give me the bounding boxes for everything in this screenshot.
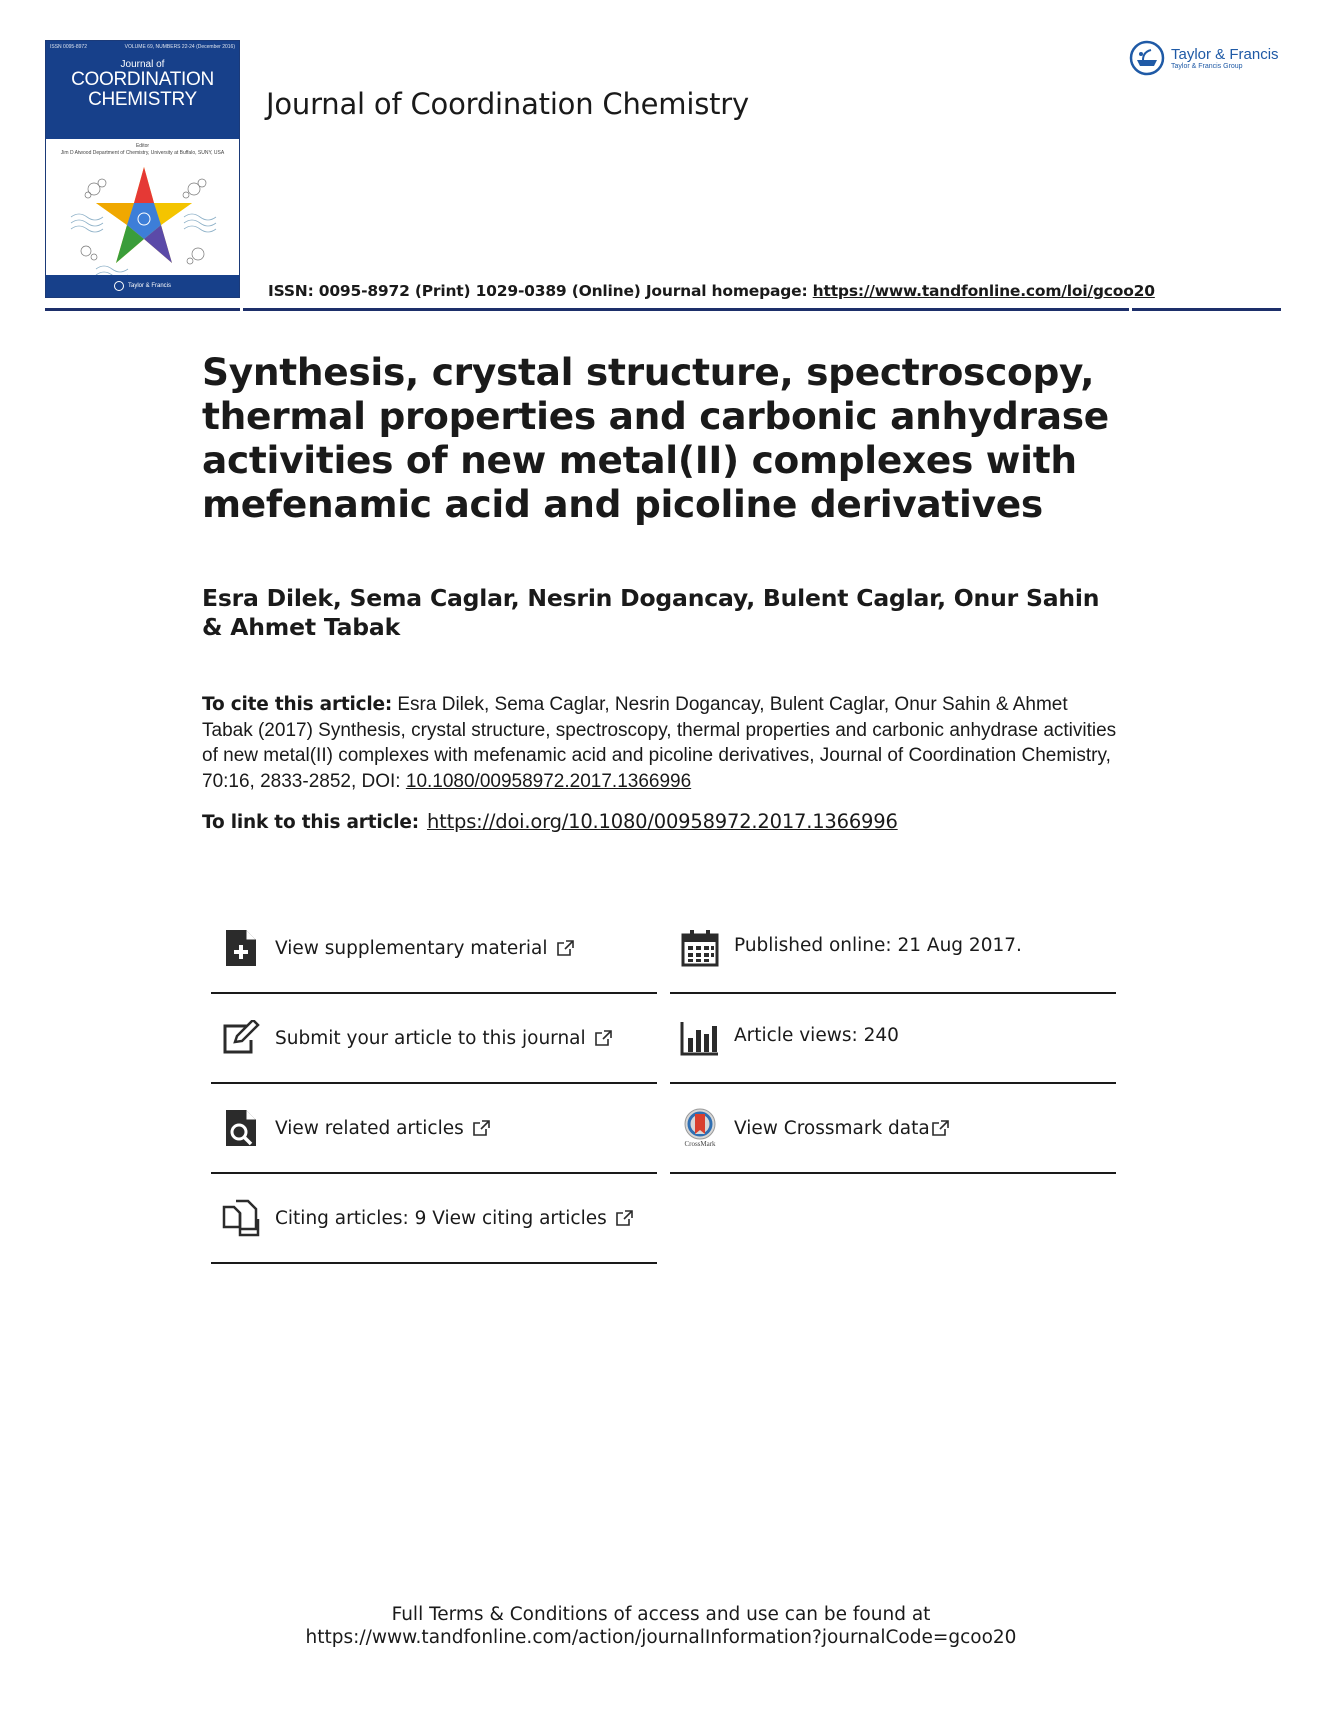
external-link-icon — [473, 1120, 490, 1137]
crossmark-caption: CrossMark — [684, 1140, 716, 1148]
search-document-icon — [221, 1108, 261, 1148]
crossmark-label: View Crossmark data — [734, 1117, 930, 1139]
documents-icon — [221, 1198, 261, 1238]
external-link-icon — [616, 1210, 633, 1227]
article-authors: Esra Dilek, Sema Caglar, Nesrin Dogancay, Bulent Caglar, Onur Sahin & Ahmet Tabak — [202, 584, 1100, 641]
tf-mini-logo-icon — [114, 281, 124, 291]
cover-footer — [46, 275, 239, 297]
article-doi-link[interactable]: https://doi.org/10.1080/00958972.2017.1366996 — [426, 810, 898, 833]
article-link-line — [202, 810, 898, 833]
tile-views — [670, 994, 1116, 1084]
supplementary-label: View supplementary material — [275, 937, 548, 959]
publisher-name: Taylor & Francis — [1171, 46, 1279, 63]
cover-editor-name: Jim D Atwood Department of Chemistry, University at Buffalo, SUNY, USA — [60, 150, 225, 156]
article-title: Synthesis, crystal structure, spectroscopy, thermal properties and carbonic anhydrase activities of new metal(II) complexes with mefenamic acid and picoline derivatives — [202, 350, 1109, 526]
footer-terms-url[interactable]: https://www.tandfonline.com/action/journalInformation?journalCode=gcoo20 — [305, 1627, 1017, 1648]
citation-block — [202, 692, 1122, 794]
external-link-icon — [932, 1120, 949, 1137]
cover-publisher: Taylor & Francis — [127, 283, 171, 289]
journal-cover — [45, 40, 240, 298]
tile-crossmark[interactable] — [670, 1084, 1116, 1174]
cover-title-line2: CHEMISTRY — [88, 89, 197, 110]
header-rule — [45, 308, 1281, 311]
footer-line1: Full Terms & Conditions of access and use can be found at — [391, 1604, 931, 1625]
tile-citing[interactable] — [211, 1174, 657, 1264]
bar-chart-icon — [680, 1018, 720, 1058]
published-date: Published online: 21 Aug 2017. — [734, 934, 1022, 956]
issn-text: ISSN: 0095-8972 (Print) 1029-0389 (Online) Journal homepage: — [268, 282, 813, 300]
calendar-icon — [680, 928, 720, 968]
external-link-icon — [557, 940, 574, 957]
issn-line — [268, 282, 1155, 300]
tile-published — [670, 904, 1116, 994]
cover-issn: ISSN 0095-8972 — [50, 44, 87, 50]
cover-star-artwork — [66, 159, 222, 284]
tile-supplementary[interactable] — [211, 904, 657, 994]
cite-text: Esra Dilek, Sema Caglar, Nesrin Dogancay, Bulent Caglar, Onur Sahin & Ahmet Tabak (2017) Synthesis, crystal structure, spectroscopy, thermal properties and carbonic anhydrase activities of new metal(II) complexes with mefenamic acid and picoline derivatives, Journal of Coordination Chemistry, 70:16, 2833-2852, DOI: — [202, 694, 1117, 792]
cite-label: To cite this article: — [202, 694, 393, 715]
views-count: Article views: 240 — [734, 1024, 899, 1046]
external-link-icon — [595, 1030, 612, 1047]
header-rule-gap — [1129, 306, 1132, 312]
citing-label: Citing articles: 9 View citing articles — [275, 1207, 607, 1229]
file-plus-icon — [221, 928, 261, 968]
related-label: View related articles — [275, 1117, 464, 1139]
crossmark-icon — [680, 1108, 720, 1148]
journal-homepage-link[interactable]: https://www.tandfonline.com/loi/gcoo20 — [812, 282, 1155, 300]
link-label: To link to this article: — [202, 812, 419, 833]
terms-footer — [0, 1603, 1322, 1649]
cover-meta — [46, 41, 239, 50]
tile-submit[interactable] — [211, 994, 657, 1084]
publisher-group: Taylor & Francis Group — [1171, 63, 1243, 70]
cover-title-line1: COORDINATION — [71, 69, 214, 90]
edit-icon — [221, 1018, 261, 1058]
cite-doi-link[interactable]: 10.1080/00958972.2017.1366996 — [405, 770, 692, 792]
taylor-francis-emblem-icon — [1129, 40, 1165, 76]
publisher-logo[interactable] — [1129, 38, 1289, 78]
tile-related[interactable] — [211, 1084, 657, 1174]
journal-title: Journal of Coordination Chemistry — [266, 87, 749, 121]
cover-journal-of: Journal of — [120, 59, 165, 70]
header-rule-gap — [240, 306, 243, 312]
cover-volume: VOLUME 69, NUMBERS 22-24 (December 2016) — [124, 44, 235, 50]
cover-band — [46, 41, 239, 139]
submit-label: Submit your article to this journal — [275, 1027, 586, 1049]
cover-editor-label: Editor — [135, 143, 150, 149]
